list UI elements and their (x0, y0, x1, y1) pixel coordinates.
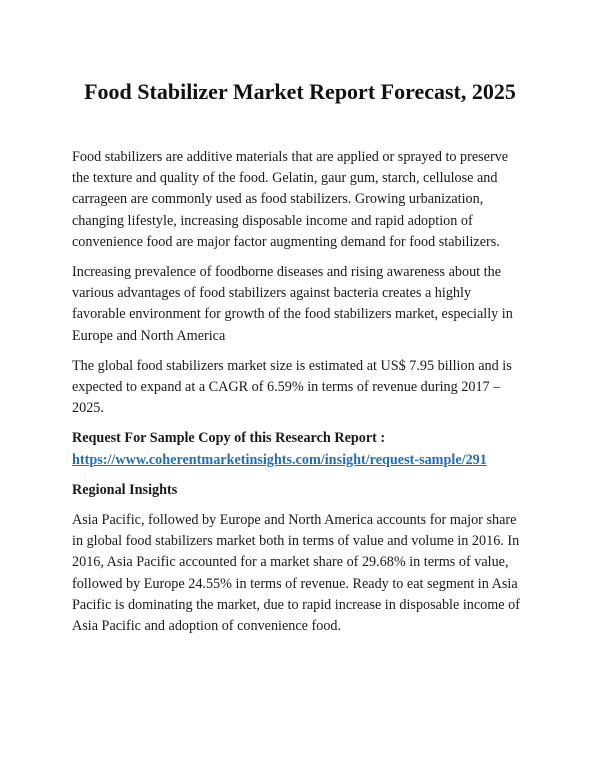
drivers-paragraph: Increasing prevalence of foodborne diseases and rising awareness about the various advantages of food stabilizers against bacteria creates a highly favorable environment for growth of the food stabilizers market, especially in Europe and North America (72, 264, 513, 344)
regional-insights-heading: Regional Insights (72, 481, 178, 498)
sample-request-block (72, 428, 528, 470)
sample-request-label: Request For Sample Copy of this Research Report : (72, 430, 386, 447)
document-body (72, 147, 528, 637)
market-size-paragraph: The global food stabilizers market size is estimated at US$ 7.95 billion and is expected to expand at a CAGR of 6.59% in terms of revenue during 2017 – 2025. (72, 357, 512, 417)
intro-paragraph: Food stabilizers are additive materials that are applied or sprayed to preserve the texture and quality of the food. Gelatin, gaur gum, starch, cellulose and carrageen are commonly used as food stabilizers. Growing urbanization, changing lifestyle, increasing disposable income and rapid adoption of convenience food are major factor augmenting demand for food stabilizers. (72, 149, 509, 250)
regional-insights-paragraph: Asia Pacific, followed by Europe and North America accounts for major share in global food stabilizers market both in terms of value and volume in 2016. In 2016, Asia Pacific accounted for a market share of 29.68% in terms of value, followed by Europe 24.55% in terms of revenue. Ready to eat segment in Asia Pacific is dominating the market, due to rapid increase in disposable income of Asia Pacific and adoption of convenience food. (72, 512, 520, 635)
page-title: Food Stabilizer Market Report Forecast, 2025 (84, 79, 516, 104)
sample-request-link[interactable]: https://www.coherentmarketinsights.com/insight/request-sample/291 (72, 451, 487, 468)
